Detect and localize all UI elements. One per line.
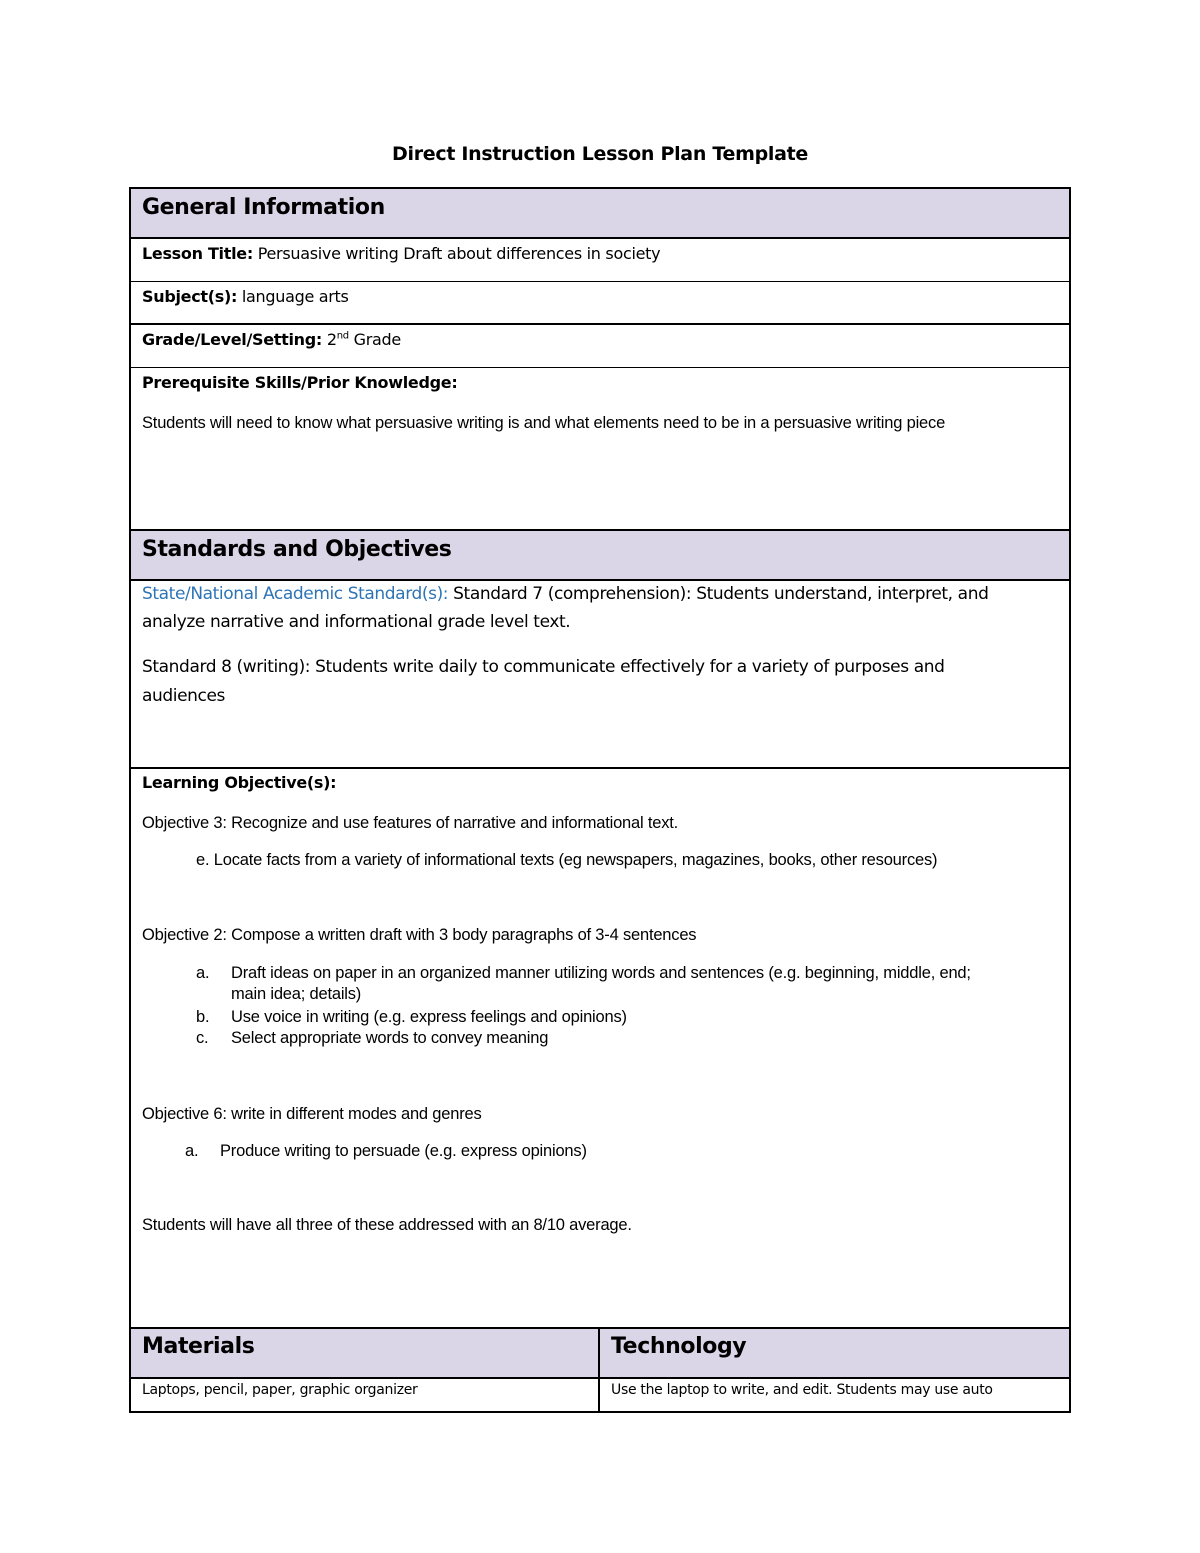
standard-7-line-1	[142, 584, 988, 604]
document-title: Direct Instruction Lesson Plan Template	[392, 143, 808, 165]
standard-7-text: Standard 7 (comprehension): Students understand, interpret, and	[453, 584, 989, 604]
divider	[129, 367, 1071, 368]
objective-6: Objective 6: write in different modes and genres	[142, 1105, 482, 1123]
divider	[129, 579, 1071, 581]
divider	[129, 323, 1071, 325]
objectives-summary: Students will have all three of these addressed with an 8/10 average.	[142, 1216, 632, 1234]
objective-2-item-a-line-1: Draft ideas on paper in an organized manner utilizing words and sentences (e.g. beginning, middle, end;	[231, 964, 971, 982]
standard-8-line-1: Standard 8 (writing): Students write daily to communicate effectively for a variety of purposes and	[142, 657, 945, 677]
objective-3: Objective 3: Recognize and use features of narrative and informational text.	[142, 814, 679, 832]
objective-6-item-marker: a.	[185, 1142, 199, 1160]
standard-label: State/National Academic Standard(s):	[142, 584, 449, 604]
materials-text: Laptops, pencil, paper, graphic organizer	[142, 1382, 418, 1398]
subject-label: Subject(s):	[142, 287, 238, 306]
standard-8-line-2: audiences	[142, 686, 226, 706]
technology-heading: Technology	[611, 1334, 747, 1359]
standards-heading: Standards and Objectives	[142, 537, 452, 562]
objective-2-item-a-line-2: main idea; details)	[231, 985, 362, 1003]
lesson-title-row	[142, 244, 660, 263]
divider	[129, 281, 1071, 282]
grade-label: Grade/Level/Setting:	[142, 330, 323, 349]
objective-2-item-b-marker: b.	[196, 1008, 210, 1026]
prereq-row	[142, 373, 457, 392]
prereq-label: Prerequisite Skills/Prior Knowledge:	[142, 373, 458, 392]
divider	[129, 237, 1071, 239]
objective-2-item-b: Use voice in writing (e.g. express feelings and opinions)	[231, 1008, 627, 1026]
general-info-heading: General Information	[142, 195, 385, 220]
grade-word: Grade	[353, 330, 401, 349]
technology-text: Use the laptop to write, and edit. Students may use auto	[611, 1382, 993, 1398]
objective-2-item-c: Select appropriate words to convey meaning	[231, 1029, 549, 1047]
objective-2: Objective 2: Compose a written draft with 3 body paragraphs of 3-4 sentences	[142, 926, 697, 944]
objective-6-item: Produce writing to persuade (e.g. express opinions)	[220, 1142, 587, 1160]
grade-row	[142, 330, 401, 349]
divider	[129, 767, 1071, 769]
divider	[129, 1377, 1071, 1379]
subject-value: language arts	[241, 287, 349, 306]
objective-3-e: e. Locate facts from a variety of informational texts (eg newspapers, magazines, books, other resources)	[196, 851, 938, 869]
materials-heading: Materials	[142, 1334, 255, 1359]
subject-row	[142, 287, 349, 306]
objective-2-item-a-marker: a.	[196, 964, 210, 982]
prereq-text: Students will need to know what persuasive writing is and what elements need to be in a persuasive writing piece	[142, 414, 946, 432]
grade-number: 2	[326, 330, 337, 349]
lesson-title-label: Lesson Title:	[142, 244, 253, 263]
standard-7-line-2: analyze narrative and informational grade level text.	[142, 612, 571, 632]
grade-suffix: nd	[336, 330, 349, 342]
learning-objectives-label-text: Learning Objective(s):	[142, 773, 337, 792]
objective-2-item-c-marker: c.	[196, 1029, 209, 1047]
lesson-title-value: Persuasive writing Draft about differences in society	[257, 244, 661, 263]
learning-objectives-label	[142, 773, 336, 792]
column-divider	[598, 1327, 600, 1412]
